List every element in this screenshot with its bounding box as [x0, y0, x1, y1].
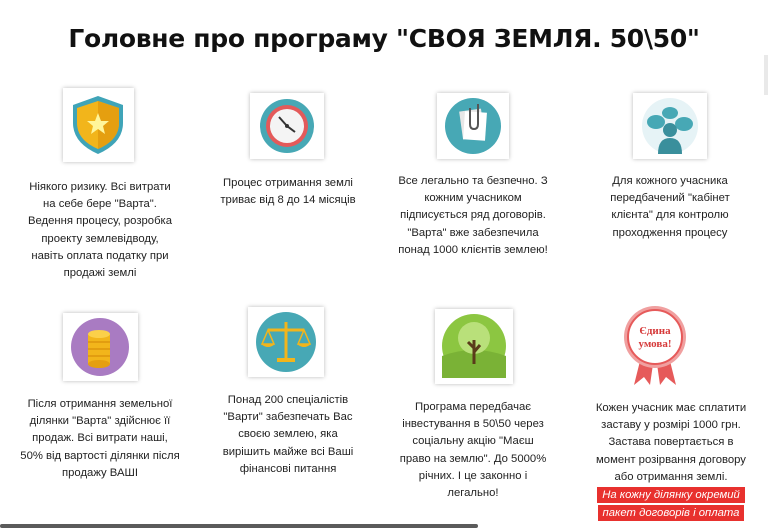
feature-caption-legal: Все легально та безпечно. З кожним учасником підписується ряд договорів. "Варта" вже забезпечила понад 1000 клієнтів землею! — [398, 175, 548, 256]
scales-icon — [253, 312, 319, 372]
document-clip-icon — [442, 98, 504, 154]
feature-tile-cabinet — [633, 93, 707, 159]
vertical-scrollbar[interactable] — [764, 55, 768, 95]
condition-badge — [620, 303, 690, 387]
feature-tile-no-risk — [63, 88, 134, 162]
shield-star-icon — [68, 93, 129, 157]
feature-caption-no-risk: Ніякого ризику. Всі витрати на себе бере "Варта". Ведення процесу, розробка проекту землевідводу, навіть оплата податку при продажі землі — [27, 181, 173, 280]
feature-caption-condition: Кожен учасник має сплатити заставу у розмірі 1000 грн. Застава повертається в момент розірвання договору або отримання землі. На кожну ділянку окремий пакет договорів і оплата — [595, 402, 747, 520]
feature-tile-investment — [435, 309, 513, 384]
feature-tile-legal — [437, 93, 509, 159]
badge-text-line-1: Єдина — [639, 325, 671, 337]
feature-caption-duration: Процес отримання землі триває від 8 до 14 місяців — [220, 177, 356, 207]
condition-highlight-line: На кожну ділянку окремий — [597, 487, 745, 503]
feature-tile-specialists — [248, 307, 324, 377]
feature-caption-investment: Програма передбачає інвестування в 50\50 через соціальну акцію "Маєш право на землю". До 5000% річних. І це законно і легально! — [399, 401, 547, 500]
coins-icon — [68, 318, 133, 376]
condition-highlight-line: пакет договорів і оплата — [598, 505, 745, 521]
badge-text-line-2: умова! — [638, 338, 672, 350]
badge-ribbon-icon — [620, 303, 690, 387]
page-title: Головне про програму "СВОЯ ЗЕМЛЯ. 50\50" — [68, 24, 700, 53]
user-chat-icon — [638, 98, 702, 154]
feature-tile-sale — [63, 313, 138, 381]
horizontal-scrollbar[interactable] — [0, 524, 478, 528]
feature-caption-sale: Після отримання земельної ділянки "Варта" здійснює її продаж. Всі витрати наші, 50% від вартості ділянки після продажу ВАШІ — [20, 398, 180, 479]
feature-caption-specialists: Понад 200 спеціалістів "Варти" забезпечать Вас своєю землею, яка вирішить майже всі Ваші фінансові питання — [222, 394, 354, 475]
clock-icon — [255, 98, 319, 154]
feature-tile-duration — [250, 93, 324, 159]
feature-caption-cabinet: Для кожного учасника передбачений "кабінет клієнта" для контролю проходження процесу — [610, 175, 730, 239]
tree-icon — [440, 314, 508, 379]
